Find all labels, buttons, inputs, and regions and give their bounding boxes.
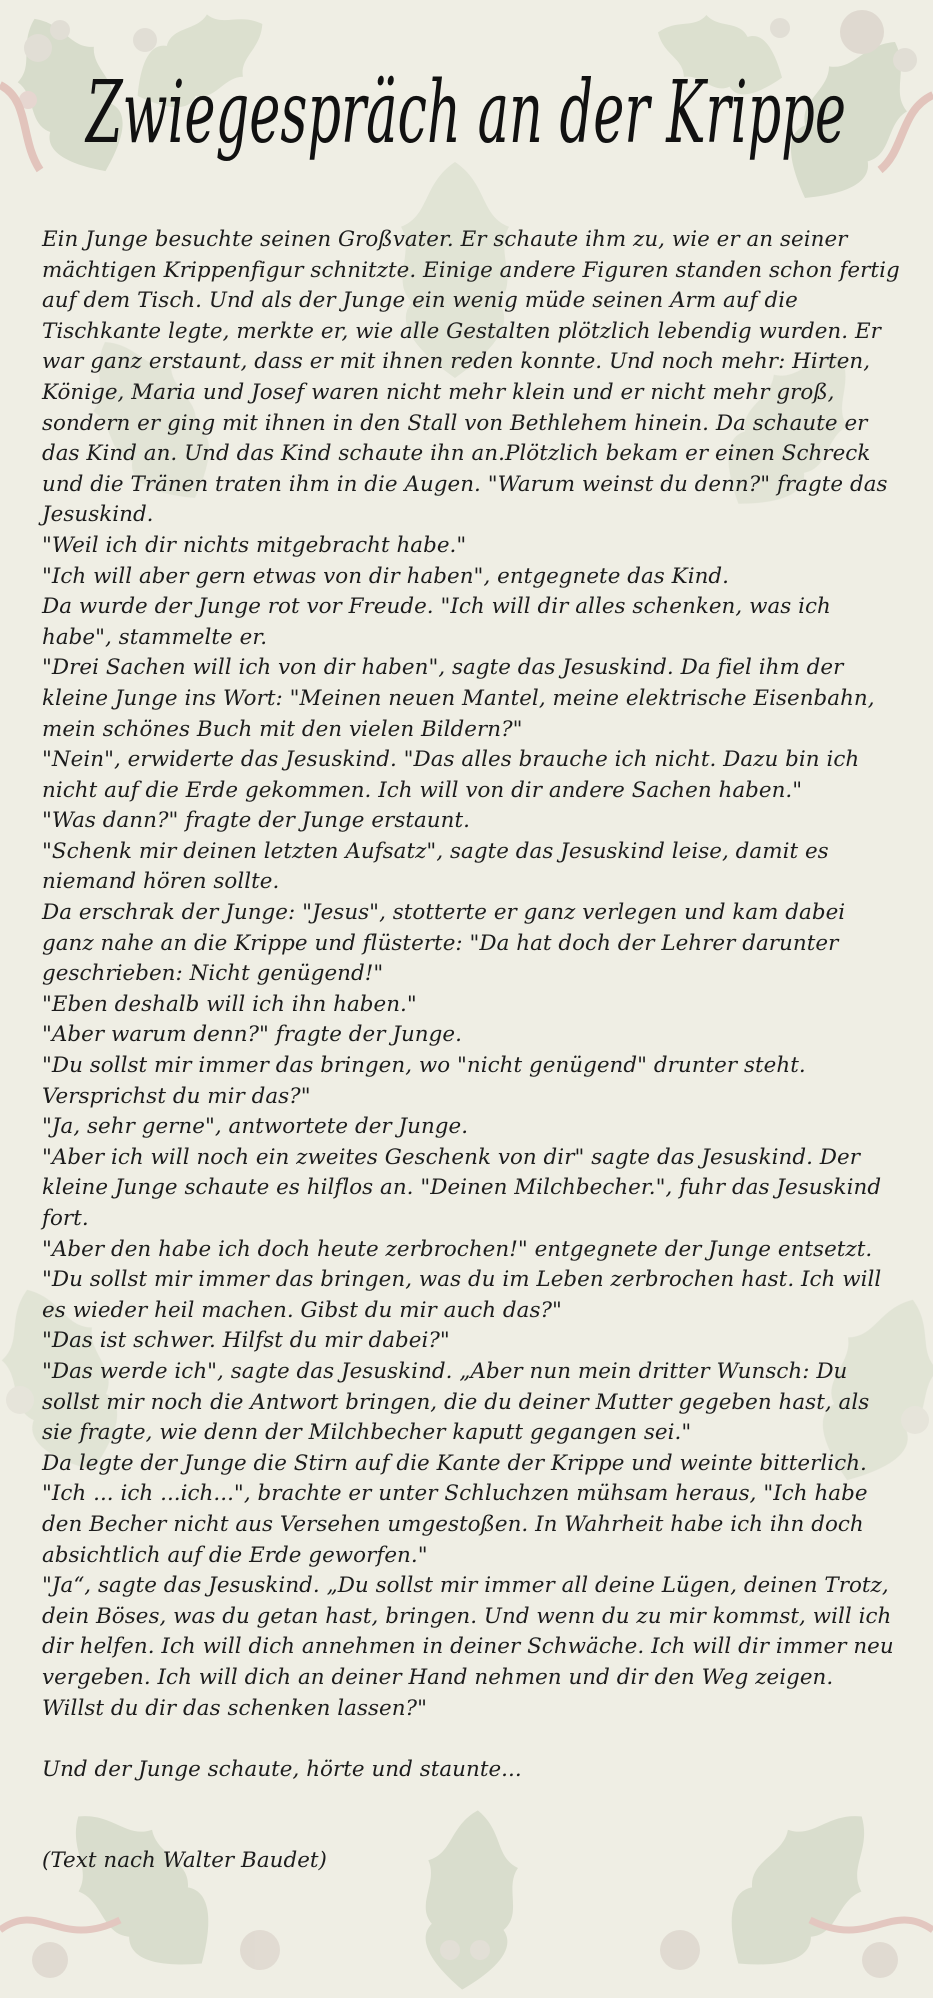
paragraph-14: "Aber ich will noch ein zweites Geschenk von dir" sagte das Jesuskind. Der kleine Junge schaute es hilflos an. "Deinen Milchbecher.", fuhr das Jesuskind fort.: [42, 1144, 882, 1231]
paragraph-4: Da wurde der Junge rot vor Freude. "Ich will dir alles schenken, was ich habe", stammelte er.: [42, 594, 831, 650]
paragraph-8: "Schenk mir deinen letzten Aufsatz", sagte das Jesuskind leise, damit es niemand hören sollte.: [42, 838, 829, 895]
spacer: [42, 1785, 902, 1846]
paragraph-19: Da legte der Junge die Stirn auf die Kante der Krippe und weinte bitterlich. "Ich ... ich ...ich...", brachte er unter Schluchzen mühsam heraus, "Ich habe den Becher nicht aus Versehen umgestoßen. In Wahrheit habe ich ihn doch absichtlich auf die Erde geworfen.": [42, 1450, 868, 1568]
spacer: [42, 1724, 902, 1755]
paragraph-11: "Aber warum denn?" fragte der Junge.: [42, 1022, 462, 1048]
story-text: [42, 225, 902, 1877]
closing-line: Und der Junge schaute, hörte und staunte...: [42, 1756, 522, 1782]
paragraph-2: "Weil ich dir nichts mitgebracht habe.": [42, 532, 467, 558]
paragraph-16: "Du sollst mir immer das bringen, was du im Leben zerbrochen hast. Ich will es wieder heil machen. Gibst du mir auch das?": [42, 1267, 882, 1323]
paragraph-12: "Du sollst mir immer das bringen, wo "nicht genügend" drunter steht. Versprichst du mir das?": [42, 1053, 806, 1109]
paragraph-17: "Das ist schwer. Hilfst du mir dabei?": [42, 1328, 450, 1354]
paragraph-20: "Ja“, sagte das Jesuskind. „Du sollst mir immer all deine Lügen, deinen Trotz, dein Böses, was du getan hast, bringen. Und wenn du zu mir kommst, will ich dir helfen. Ich will dich annehmen in deiner Schwäche. Ich will dir immer neu vergeben. Ich will dich an deiner Hand nehmen und dir den Weg zeigen. Willst du dir das schenken lassen?": [42, 1573, 894, 1721]
paragraph-3: "Ich will aber gern etwas von dir haben", entgegnete das Kind.: [42, 563, 730, 589]
paragraph-18: "Das werde ich", sagte das Jesuskind. „Aber nun mein dritter Wunsch: Du sollst mir noch die Antwort bringen, die du deiner Mutter gegeben hast, als sie fragte, wie denn der Milchbecher kaputt gegangen sei.": [42, 1358, 870, 1446]
paragraph-9: Da erschrak der Junge: "Jesus", stotterte er ganz verlegen und kam dabei ganz nahe an die Krippe und flüsterte: "Da hat doch der Lehrer darunter geschrieben: Nicht genügend!": [42, 900, 846, 987]
paragraph-1: Ein Junge besuchte seinen Großvater. Er schaute ihm zu, wie er an seiner mächtigen Krippenfigur schnitzte. Einige andere Figuren standen schon fertig auf dem Tisch. Und als der Junge ein wenig müde seinen Arm auf die Tischkante legte, merkte er, wie alle Gestalten plötzlich lebendig wurden. Er war ganz erstaunt, dass er mit ihnen reden konnte. Und noch mehr: Hirten, Könige, Maria und Josef waren nicht mehr klein und er nicht mehr groß, sondern er ging mit ihnen in den Stall von Bethlehem hinein. Da schaute er das Kind an. Und das Kind schaute ihn an.Plötzlich bekam er einen Schreck und die Tränen traten ihm in die Augen. "Warum weinst du denn?" fragte das Jesuskind.: [42, 227, 900, 528]
paragraph-5: "Drei Sachen will ich von dir haben", sagte das Jesuskind. Da fiel ihm der kleine Junge ins Wort: "Meinen neuen Mantel, meine elektrische Eisenbahn, mein schönes Buch mit den vielen Bildern?": [42, 655, 875, 742]
paragraph-7: "Was dann?" fragte der Junge erstaunt.: [42, 808, 470, 834]
paragraph-15: "Aber den habe ich doch heute zerbrochen!" entgegnete der Junge entsetzt.: [42, 1236, 873, 1262]
paragraph-6: "Nein", erwiderte das Jesuskind. "Das alles brauche ich nicht. Dazu bin ich nicht auf die Erde gekommen. Ich will von dir andere Sachen haben.": [42, 747, 860, 803]
page-title-text: Zwiegespräch an der Krippe: [84, 63, 846, 163]
page-title: [0, 40, 933, 210]
paragraph-10: "Eben deshalb will ich ihn haben.": [42, 991, 417, 1017]
credit-line: (Text nach Walter Baudet): [42, 1848, 327, 1874]
paragraph-13: "Ja, sehr gerne", antwortete der Junge.: [42, 1114, 469, 1140]
